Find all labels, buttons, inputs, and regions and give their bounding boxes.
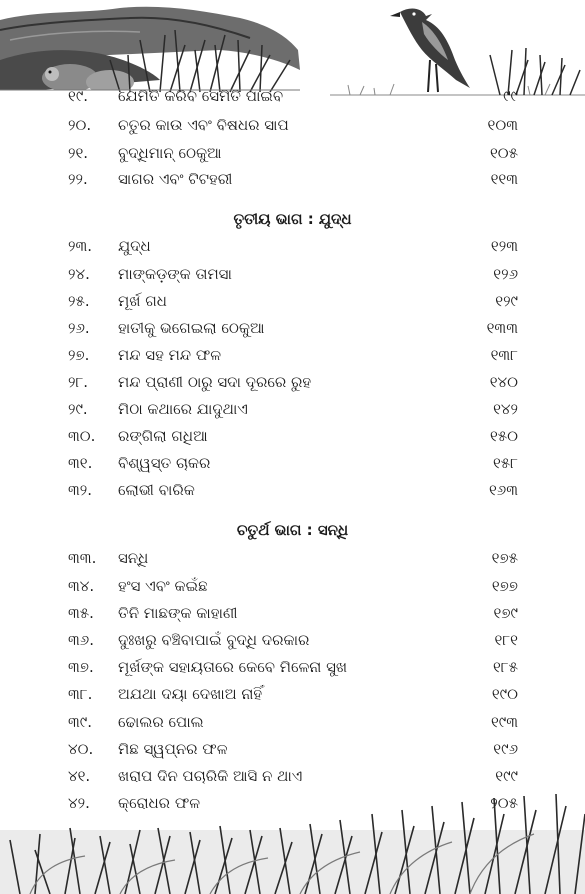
toc-entry	[0, 709, 585, 735]
toc-entry	[0, 342, 585, 368]
entry-page: ୧୭୫	[491, 549, 518, 567]
toc-entry	[0, 112, 585, 138]
entry-number: ୨୧.	[68, 144, 89, 162]
toc-entry	[0, 369, 585, 395]
entry-page: ୧୦୩	[487, 116, 518, 134]
entry-number: ୪୧.	[68, 767, 91, 785]
entry-number: ୩୪.	[68, 577, 95, 595]
entry-page: ୯୯	[503, 87, 518, 105]
section-heading-part-4: ଚତୁର୍ଥ ଭାଗ : ସନ୍ଧି	[236, 521, 349, 539]
toc-entry	[0, 600, 585, 626]
entry-page: ୧୯୬	[493, 740, 518, 758]
entry-number: ୨୦.	[68, 116, 92, 134]
entry-number: ୩୩.	[68, 549, 97, 567]
entry-number: ୨୬.	[68, 319, 90, 337]
entry-page: ୧୮୧	[494, 631, 518, 649]
entry-title: ଯେମିତି କରିବ ସେମିତି ପାଇବ	[118, 87, 284, 105]
toc-entry	[0, 233, 585, 259]
grass-icon	[0, 770, 585, 894]
toc-entry	[0, 315, 585, 341]
entry-page: ୧୫୮	[492, 454, 518, 472]
entry-page: ୧୩୮	[490, 346, 518, 364]
toc-entry	[0, 423, 585, 449]
entry-page: ୧୯୦	[491, 685, 518, 703]
entry-title: ମୂର୍ଖଙ୍କ ସହାୟତାରେ କେବେ ମିଳେନା ସୁଖ	[118, 658, 348, 676]
toc-entry	[0, 261, 585, 287]
entry-title: ବିଶ୍ୱସ୍ତ ଚାକର	[118, 454, 211, 472]
entry-title: ଦୁଃଖରୁ ବଞ୍ଚିବାପାଇଁ ବୁଦ୍ଧି ଦରକାର	[118, 631, 310, 649]
entry-title: ଅଯଥା ଦୟା ଦେଖାଅ ନାହିଁ	[118, 685, 263, 703]
toc-entry	[0, 790, 585, 816]
toc-entry	[0, 477, 585, 503]
entry-number: ୩୫.	[68, 604, 94, 622]
entry-title: ବୁଦ୍ଧିମାନ୍ ଠେକୁଆ	[118, 144, 222, 162]
toc-entry	[0, 396, 585, 422]
entry-number: ୩୨.	[68, 481, 93, 499]
entry-page: ୧୯୯	[495, 767, 518, 785]
toc-entry	[0, 450, 585, 476]
entry-number: ୨୭.	[68, 346, 90, 364]
toc-entry	[0, 573, 585, 599]
entry-number: ୩୬.	[68, 631, 94, 649]
entry-page: ୧୨୯	[495, 292, 518, 310]
entry-number: ୪୦.	[68, 740, 94, 758]
entry-title: ମୂର୍ଖ ଗଧ	[118, 292, 167, 310]
entry-number: ୩୦.	[68, 427, 96, 445]
entry-number: ୨୯.	[68, 400, 88, 418]
entry-number: ୩୧.	[68, 454, 93, 472]
entry-number: ୨୨.	[68, 170, 88, 188]
entry-number: ୨୮.	[68, 373, 89, 391]
entry-number: ୨୩.	[68, 237, 93, 255]
entry-title: ରଙ୍ଗିଲା ଗଧିଆ	[118, 427, 208, 445]
toc-entry	[0, 288, 585, 314]
entry-title: ଢୋଲର ପୋଲ	[118, 713, 204, 731]
toc-entry	[0, 681, 585, 707]
entry-page: ୧୩୩	[486, 319, 518, 337]
entry-page: ୧୨୩	[490, 237, 518, 255]
entry-title: ହାତୀକୁ ଭଗେଇଲା ଠେକୁଆ	[118, 319, 265, 337]
entry-number: ୪୨.	[68, 794, 90, 812]
toc-entry	[0, 140, 585, 166]
entry-title: ଯୁଦ୍ଧ	[118, 237, 151, 255]
toc-entry	[0, 736, 585, 762]
toc-entry	[0, 545, 585, 571]
entry-page: ୧୬୩	[488, 481, 518, 499]
entry-title: ମିଛ ସ୍ୱପ୍ନର ଫଳ	[118, 740, 228, 758]
entry-page: ୧୯୩	[490, 713, 518, 731]
entry-title: ହଂସ ଏବଂ କଇଁଛ	[118, 577, 208, 595]
entry-page: ୧୦୫	[489, 144, 518, 162]
entry-number: ୨୫.	[68, 292, 90, 310]
section-heading-part-3: ତୃତୀୟ ଭାଗ : ଯୁଦ୍ଧ	[233, 210, 352, 228]
entry-title: ମନ୍ଦ ପ୍ରାଣୀ ଠାରୁ ସଦା ଦୂରରେ ରୁହ	[118, 373, 312, 391]
entry-title: ଖରାପ ଦିନ ପଚାରିକି ଆସି ନ ଥାଏ	[118, 767, 303, 785]
entry-number: ୩୮.	[68, 685, 93, 703]
toc-entry	[0, 654, 585, 680]
entry-title: ମିଠା କଥାରେ ଯାଦୁଥାଏ	[118, 400, 248, 418]
entry-title: ମାଙ୍କଡ଼ଙ୍କ ତାମସା	[118, 265, 232, 283]
entry-number: ୩୯.	[68, 713, 93, 731]
entry-number: ୩୭.	[68, 658, 94, 676]
toc-entry	[0, 166, 585, 192]
entry-page: ୧୨୬	[493, 265, 518, 283]
toc-entry	[0, 627, 585, 653]
entry-title: ସନ୍ଧି	[118, 549, 149, 567]
entry-title: ମନ୍ଦ ସହ ମନ୍ଦ ଫଳ	[118, 346, 222, 364]
entry-page: ୧୭୯	[493, 604, 518, 622]
toc-entry	[0, 83, 585, 109]
entry-page: ୧୮୫	[492, 658, 518, 676]
entry-title: ତିନି ମାଛଙ୍କ କାହାଣୀ	[118, 604, 238, 622]
entry-number: ୧୯.	[68, 87, 89, 105]
entry-number: ୨୪.	[68, 265, 90, 283]
entry-title: ଲୋଭୀ ବାରିକ	[118, 481, 195, 499]
entry-title: କ୍ରୋଧର ଫଳ	[118, 794, 201, 812]
entry-page: ୨୦୫	[490, 794, 518, 812]
entry-page: ୧୪୦	[489, 373, 518, 391]
entry-title: ଚତୁର କାଉ ଏବଂ ବିଷଧର ସାପ	[118, 116, 289, 134]
entry-page: ୧୭୭	[491, 577, 518, 595]
entry-page: ୧୧୩	[490, 170, 518, 188]
entry-page: ୧୪୨	[493, 400, 518, 418]
entry-title: ସାଗର ଏବଂ ଟିଟହରୀ	[118, 170, 233, 188]
entry-page: ୧୫୦	[489, 427, 518, 445]
